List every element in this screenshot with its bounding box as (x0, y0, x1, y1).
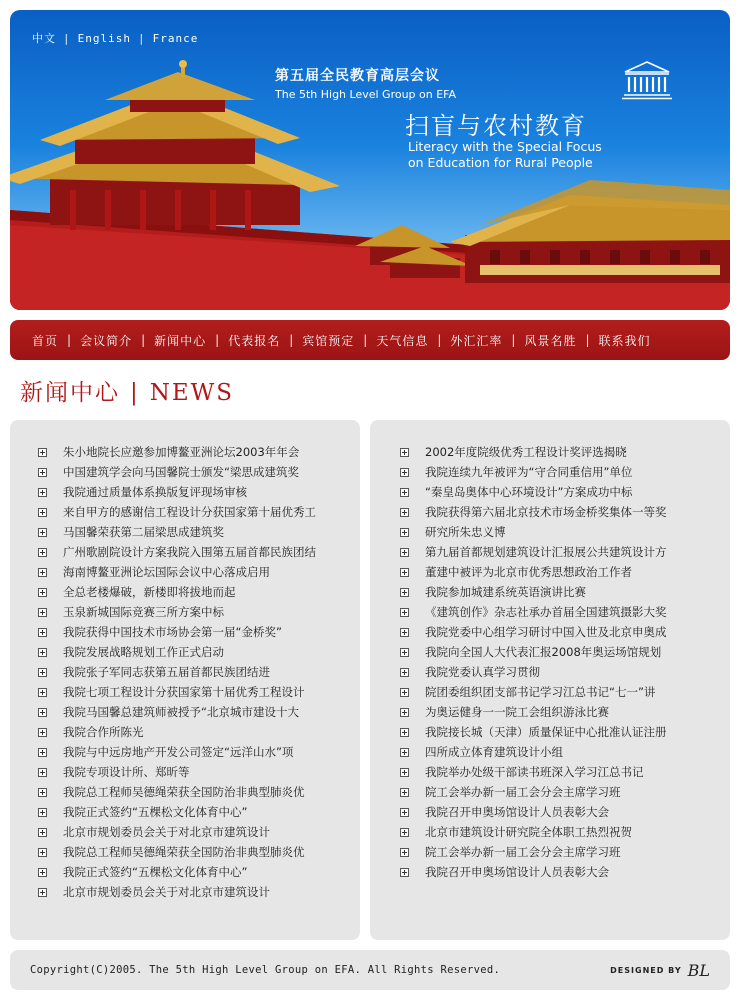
news-item[interactable] (10, 742, 360, 762)
news-item[interactable] (370, 642, 730, 662)
news-item[interactable] (370, 622, 730, 642)
nav-item[interactable]: 风景名胜 (524, 333, 577, 348)
news-item[interactable] (370, 862, 730, 882)
news-title[interactable]: 我院获得中国技术市场协会第一届“金桥奖” (63, 625, 282, 639)
nav-separator: | (141, 333, 146, 347)
news-title[interactable]: 我院总工程师吴德绳荣获全国防治非典型肺炎优 (63, 845, 305, 859)
nav-item[interactable]: 外汇汇率 (450, 333, 503, 348)
plus-box-icon (400, 788, 409, 797)
news-title[interactable]: 马国馨荣获第二届梁思成建筑奖 (63, 525, 224, 539)
plus-box-icon (400, 808, 409, 817)
plus-box-icon (400, 848, 409, 857)
news-title[interactable]: 四所成立体育建筑设计小组 (425, 745, 563, 759)
plus-box-icon (400, 508, 409, 517)
plus-box-icon (400, 588, 409, 597)
news-title[interactable]: 海南博鳌亚洲论坛国际会议中心落成启用 (63, 565, 270, 579)
plus-box-icon (400, 728, 409, 737)
news-item[interactable] (10, 882, 360, 902)
plus-box-icon (400, 768, 409, 777)
news-title[interactable]: 北京市规划委员会关于对北京市建筑设计 (63, 825, 270, 839)
plus-box-icon (400, 648, 409, 657)
section-title-cn: 新闻中心 (20, 380, 120, 406)
plus-box-icon (38, 868, 47, 877)
main-navigation (10, 320, 730, 360)
plus-box-icon (38, 888, 47, 897)
plus-box-icon (38, 568, 47, 577)
plus-box-icon (38, 608, 47, 617)
news-title[interactable]: 我院正式签约“五棵松文化体育中心” (63, 805, 248, 819)
plus-box-icon (38, 648, 47, 657)
plus-box-icon (38, 488, 47, 497)
news-item[interactable] (370, 802, 730, 822)
news-item[interactable] (10, 682, 360, 702)
news-title[interactable]: 我院张子军同志获第五届首都民族团结进 (63, 665, 270, 679)
plus-box-icon (400, 528, 409, 537)
nav-separator: | (363, 333, 368, 347)
news-title[interactable]: 我院连续九年被评为“守合同重信用”单位 (425, 465, 633, 479)
unesco-logo-icon (622, 60, 672, 100)
news-title[interactable]: 研究所朱忠义博 (425, 525, 506, 539)
nav-item[interactable]: 会议简介 (80, 333, 133, 348)
theme-title-cn: 扫盲与农村教育 (405, 112, 587, 140)
section-title (20, 374, 234, 407)
news-title[interactable]: 北京市规划委员会关于对北京市建筑设计 (63, 885, 270, 899)
designer-logo[interactable]: BL (687, 960, 710, 980)
plus-box-icon (400, 868, 409, 877)
news-item[interactable] (370, 742, 730, 762)
lang-english[interactable]: English (77, 32, 131, 45)
news-item[interactable] (10, 762, 360, 782)
news-title[interactable]: 我院发展战略规划工作正式启动 (63, 645, 224, 659)
plus-box-icon (400, 608, 409, 617)
news-title[interactable]: 朱小地院长应邀参加博鳌亚洲论坛2003年年会 (63, 445, 300, 459)
news-item[interactable] (370, 442, 730, 462)
plus-box-icon (400, 548, 409, 557)
news-item[interactable] (370, 582, 730, 602)
news-title[interactable]: 董建中被评为北京市优秀思想政治工作者 (425, 565, 632, 579)
nav-separator: | (437, 333, 442, 347)
news-title[interactable]: 玉泉新城国际竞赛三所方案中标 (63, 605, 224, 619)
news-item[interactable] (10, 842, 360, 862)
plus-box-icon (400, 668, 409, 677)
nav-item[interactable]: 代表报名 (228, 333, 281, 348)
news-title[interactable]: 全总老楼爆破，新楼即将拔地而起 (63, 585, 236, 599)
news-item[interactable] (370, 782, 730, 802)
news-title[interactable]: 我院接长城（天津）质量保证中心批准认证注册 (425, 725, 667, 739)
plus-box-icon (400, 488, 409, 497)
news-title[interactable]: 北京市建筑设计研究院全体职工热烈祝贺 (425, 825, 632, 839)
news-item[interactable] (370, 502, 730, 522)
plus-box-icon (400, 448, 409, 457)
plus-box-icon (38, 808, 47, 817)
conference-title-cn: 第五届全民教育高层会议 (275, 68, 440, 84)
plus-box-icon (400, 748, 409, 757)
nav-separator: | (215, 333, 220, 347)
news-title[interactable]: 为奥运健身一一院工会组织游泳比赛 (425, 705, 609, 719)
news-title[interactable]: 我院总工程师吴德绳荣获全国防治非典型肺炎优 (63, 785, 305, 799)
theme-en-line-1: Literacy with the Special Focus (408, 139, 602, 154)
news-title[interactable]: “秦皇岛奥体中心环境设计”方案成功中标 (425, 485, 633, 499)
section-title-en: NEWS (149, 380, 235, 406)
theme-title-en (408, 139, 648, 171)
nav-item[interactable]: 新闻中心 (154, 333, 207, 348)
news-title[interactable]: 我院党委中心组学习研讨中国入世及北京申奥成 (425, 625, 667, 639)
plus-box-icon (38, 688, 47, 697)
news-item[interactable] (370, 482, 730, 502)
news-item[interactable] (370, 462, 730, 482)
plus-box-icon (38, 468, 47, 477)
plus-box-icon (400, 568, 409, 577)
lang-chinese[interactable]: 中文 (32, 32, 56, 45)
plus-box-icon (400, 468, 409, 477)
news-title[interactable]: 我院马国馨总建筑师被授予“北京城市建设十大 (63, 705, 299, 719)
news-title[interactable]: 我院党委认真学习贯彻 (425, 665, 540, 679)
plus-box-icon (38, 628, 47, 637)
plus-box-icon (400, 708, 409, 717)
plus-box-icon (38, 528, 47, 537)
news-item[interactable] (10, 542, 360, 562)
news-title[interactable]: 我院参加城建系统英语演讲比赛 (425, 585, 586, 599)
news-item[interactable] (10, 782, 360, 802)
news-title[interactable]: 我院正式签约“五棵松文化体育中心” (63, 865, 248, 879)
news-item[interactable] (370, 562, 730, 582)
news-item[interactable] (10, 502, 360, 522)
news-item[interactable] (370, 542, 730, 562)
news-item[interactable] (10, 582, 360, 602)
nav-item[interactable]: 首页 (32, 333, 59, 348)
plus-box-icon (38, 728, 47, 737)
news-item[interactable] (10, 722, 360, 742)
news-item[interactable] (10, 822, 360, 842)
news-item[interactable] (370, 722, 730, 742)
news-title[interactable]: 院工会举办新一届工会分会主席学习班 (425, 785, 621, 799)
news-title[interactable]: 院团委组织团支部书记学习江总书记“七一”讲 (425, 685, 656, 699)
section-title-separator: | (130, 380, 140, 406)
language-switcher (32, 30, 198, 46)
plus-box-icon (38, 508, 47, 517)
news-item[interactable] (370, 822, 730, 842)
news-title[interactable]: 我院通过质量体系换版复评现场审核 (63, 485, 247, 499)
news-title[interactable]: 我院合作所陈光 (63, 725, 144, 739)
news-title[interactable]: 我院举办处级干部读书班深入学习江总书记 (425, 765, 644, 779)
theme-en-line-2: on Education for Rural People (408, 155, 593, 170)
designed-by-label: DESIGNED BY (610, 965, 682, 975)
nav-item[interactable]: 联系我们 (598, 333, 651, 348)
plus-box-icon (38, 828, 47, 837)
news-list-left (10, 420, 360, 940)
nav-item[interactable]: 天气信息 (376, 333, 429, 348)
lang-french[interactable]: France (152, 32, 199, 45)
plus-box-icon (38, 748, 47, 757)
news-item[interactable] (370, 762, 730, 782)
news-item[interactable] (10, 862, 360, 882)
lang-separator: | (63, 32, 71, 45)
plus-box-icon (400, 828, 409, 837)
plus-box-icon (38, 848, 47, 857)
news-item[interactable] (370, 842, 730, 862)
news-title[interactable]: 院工会举办新一届工会分会主席学习班 (425, 845, 621, 859)
nav-item[interactable]: 宾馆预定 (302, 333, 355, 348)
nav-separator: | (67, 333, 72, 347)
news-item[interactable] (10, 562, 360, 582)
news-title[interactable]: 我院七项工程设计分获国家第十届优秀工程设计 (63, 685, 305, 699)
news-item[interactable] (10, 702, 360, 722)
news-title[interactable]: 我院召开申奥场馆设计人员表彰大会 (425, 865, 609, 879)
news-title[interactable]: 我院专项设计所、郑昕等 (63, 765, 190, 779)
news-title[interactable]: 中国建筑学会向马国馨院士颁发“梁思成建筑奖 (63, 465, 299, 479)
plus-box-icon (38, 448, 47, 457)
news-title[interactable]: 我院向全国人大代表汇报2008年奥运场馆规划 (425, 645, 662, 659)
news-title[interactable]: 来自甲方的感谢信工程设计分获国家第十届优秀工 (63, 505, 316, 519)
news-list-right (370, 420, 730, 940)
news-item[interactable] (10, 522, 360, 542)
news-item[interactable] (10, 602, 360, 622)
nav-separator: | (289, 333, 294, 347)
news-item[interactable] (10, 442, 360, 462)
plus-box-icon (38, 668, 47, 677)
news-title[interactable]: 广州歌剧院设计方案我院入围第五届首都民族团结 (63, 545, 316, 559)
news-item[interactable] (10, 462, 360, 482)
news-item[interactable] (370, 682, 730, 702)
news-item[interactable] (10, 662, 360, 682)
nav-separator: | (511, 333, 516, 347)
news-item[interactable] (10, 622, 360, 642)
news-title[interactable]: 我院与中远房地产开发公司签定“远洋山水”项 (63, 745, 294, 759)
plus-box-icon (38, 588, 47, 597)
news-title[interactable]: 第九届首都规划建筑设计汇报展公共建筑设计方 (425, 545, 667, 559)
nav-separator: | (585, 333, 590, 347)
plus-box-icon (38, 788, 47, 797)
header-banner (10, 10, 730, 310)
news-item[interactable] (370, 662, 730, 682)
news-title[interactable]: 2002年度院级优秀工程设计奖评选揭晓 (425, 445, 627, 459)
news-item[interactable] (10, 642, 360, 662)
footer (10, 950, 730, 990)
designed-by (610, 961, 710, 980)
plus-box-icon (400, 688, 409, 697)
news-title[interactable]: 我院召开申奥场馆设计人员表彰大会 (425, 805, 609, 819)
plus-box-icon (400, 628, 409, 637)
plus-box-icon (38, 768, 47, 777)
copyright-text: Copyright(C)2005. The 5th High Level Group on EFA. All Rights Reserved. (30, 964, 501, 976)
news-item[interactable] (10, 802, 360, 822)
plus-box-icon (38, 708, 47, 717)
news-title[interactable]: 《建筑创作》杂志社承办首届全国建筑摄影大奖 (425, 605, 667, 619)
lang-separator: | (137, 32, 146, 45)
news-item[interactable] (370, 702, 730, 722)
plus-box-icon (38, 548, 47, 557)
news-item[interactable] (370, 602, 730, 622)
news-title[interactable]: 我院获得第六届北京技术市场金桥奖集体一等奖 (425, 505, 667, 519)
news-item[interactable] (10, 482, 360, 502)
news-item[interactable] (370, 522, 730, 542)
conference-title-en: The 5th High Level Group on EFA (275, 88, 457, 101)
